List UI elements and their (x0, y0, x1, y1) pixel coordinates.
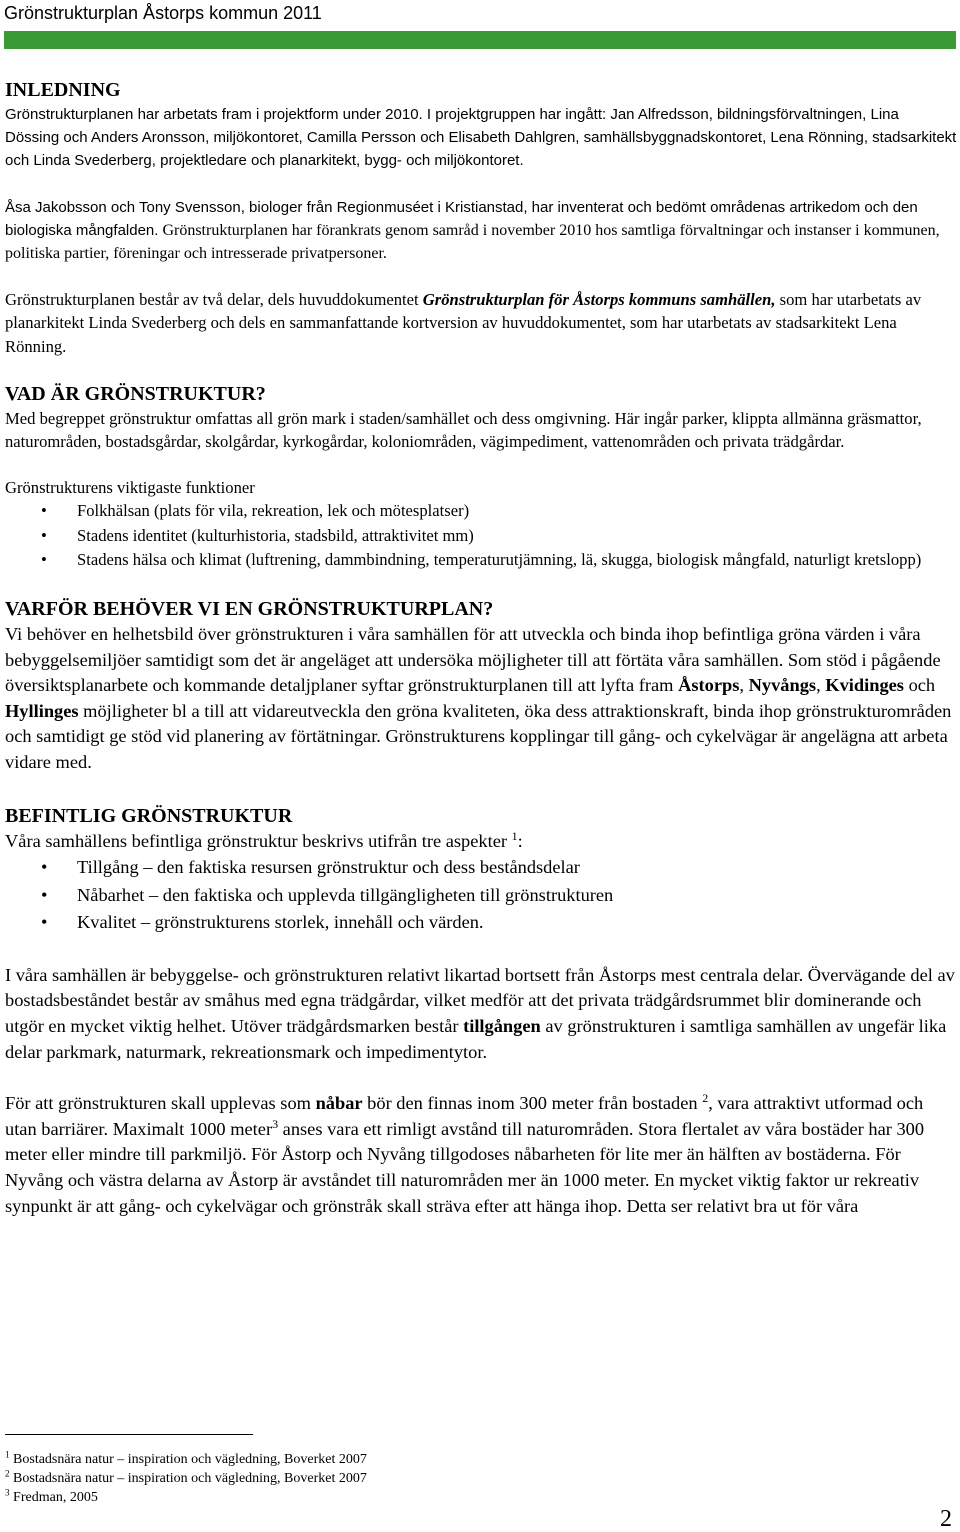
list-item (5, 548, 957, 573)
aspects-intro-text: Våra samhällens befintliga grönstruktur beskrivs utifrån tre aspekter (5, 830, 508, 851)
intro-paragraph-2-consultation: Grönstrukturplanen har förankrats genom samråd i november 2010 hos samtliga förvaltningar och instanser i kommunen, politiska partier, föreningar och intresserade privatpersoner. (5, 221, 940, 263)
existing-p1-start: I våra samhällen är bebyggelse- och grönstrukturen relativt likartad bortsett från Åstorps mest centrala delar. Övervägande del av bostadsbeståndet består av småhus med egna trädgårdar, vilket medför att det privata trädgårdsrummet blir dominerande och utgör en mycket viktig helhet. Utöver trädgårdsmarken består (5, 964, 955, 1037)
what-paragraph: Med begreppet grönstruktur omfattas all grön mark i staden/samhället och dess omgivning. Här ingår parker, klippta allmänna gräsmattor, naturområden, bostadsgårdar, skolgårdar, kyrkogårdar, koloniområden, vägimpediment, vattenområden och privata trädgårdar. (5, 408, 922, 452)
town-hyllinge: Hyllinges (5, 700, 79, 721)
existing-p2-c: , vara attraktivt utformad och utan barriärer. Maximalt 1000 meter (5, 1093, 924, 1139)
keyword-tillgangen: tillgången (463, 1016, 541, 1037)
aspect-text: Kvalitet – grönstrukturens storlek, innehåll och värden. (77, 912, 484, 933)
document-body (5, 78, 957, 1219)
functions-list (5, 499, 957, 573)
intro-paragraph-3 (5, 288, 957, 358)
bullet-icon: • (41, 884, 48, 905)
town-kvidinge: Kvidinges (825, 675, 904, 696)
why-text-start: Vi behöver en helhetsbild över grönstrukturen i våra samhällen för att utveckla och binda ihop befintliga gröna värden i våra bebyggelsemiljöer samtidigt som det är angeläget att undersöka möjligheter till att förtäta våra samhällen. Som stöd i pågående översiktsplanarbete och kommande detaljplaner syftar grönstrukturplanen till att lyfta fram (5, 623, 941, 696)
list-item (5, 909, 957, 937)
footnotes (5, 1450, 367, 1507)
intro-paragraph-3-end: som har utarbetats av planarkitekt Linda Svederberg och dels en sammanfattande kortversion av huvuddokumentet, som har utarbetats av stadsarkitekt Lena Rönning. (5, 290, 922, 356)
why-paragraph (5, 622, 957, 776)
footnote-ref-2: 2 (702, 1091, 709, 1106)
aspect-text: Tillgång – den faktiska resursen grönstruktur och dess beståndsdelar (77, 857, 580, 878)
bullet-icon: • (41, 857, 48, 878)
bullet-icon: • (41, 525, 47, 545)
footnote-3 (5, 1488, 367, 1507)
list-item (5, 882, 957, 910)
footnote-1 (5, 1450, 367, 1469)
intro-paragraph-2-biologists: Åsa Jakobsson och Tony Svensson, biologer från Regionmuséet i Kristianstad, har inventerat och bedömt områdenas artrikedom och den biologiska mångfalden. (5, 198, 918, 239)
keyword-nabar: nåbar (315, 1093, 363, 1114)
aspects-list (5, 854, 957, 937)
footnote-text: Fredman, 2005 (13, 1490, 98, 1505)
aspects-intro-colon: : (517, 830, 523, 851)
aspects-intro (5, 829, 957, 855)
footnote-number: 1 (5, 1449, 10, 1460)
bullet-icon: • (41, 912, 48, 933)
existing-p1-end: av grönstrukturen i samtliga samhällen av ungefär lika delar parkmark, naturmark, rekreationsmark och impedimentytor. (5, 1016, 947, 1062)
heading-inledning: INLEDNING (5, 79, 121, 101)
existing-paragraph-1 (5, 963, 957, 1065)
bullet-icon: • (41, 550, 47, 570)
functions-intro: Grönstrukturens viktigaste funktioner (5, 478, 255, 498)
header-green-bar (4, 31, 956, 49)
intro-paragraph-2 (5, 196, 957, 266)
existing-paragraph-2 (5, 1091, 957, 1219)
footnote-ref-3: 3 (272, 1116, 279, 1131)
running-header: Grönstrukturplan Åstorps kommun 2011 (4, 3, 322, 23)
existing-p2-a: För att grönstrukturen skall upplevas som (5, 1093, 316, 1114)
heading-befintlig-gronstruktur: BEFINTLIG GRÖNSTRUKTUR (5, 804, 293, 827)
intro-paragraph-3-start: Grönstrukturplanen består av två delar, dels huvuddokumentet (5, 290, 423, 310)
aspect-text: Nåbarhet – den faktiska och upplevda tillgängligheten till grönstrukturen (77, 884, 614, 905)
separator: , (739, 675, 749, 696)
heading-vad-ar-gronstruktur: VAD ÄR GRÖNSTRUKTUR? (5, 382, 266, 405)
town-nyvang: Nyvångs (748, 675, 817, 696)
footnote-number: 3 (5, 1487, 10, 1498)
existing-p2-b: bör den finnas inom 300 meter från bostaden (362, 1093, 698, 1114)
bullet-icon: • (41, 501, 47, 521)
separator: , (816, 675, 826, 696)
page-number: 2 (940, 1506, 952, 1532)
list-item (5, 524, 957, 549)
function-text: Folkhälsan (plats för vila, rekreation, lek och mötesplatser) (77, 501, 470, 521)
intro-paragraph-1: Grönstrukturplanen har arbetats fram i projektform under 2010. I projektgruppen har ingått: Jan Alfredsson, bildningsförvaltningen, Lina Dössing och Anders Aronsson, miljökontoret, Camilla Persson och Elisabeth Dahlgren, samhällsbyggnadskontoret, Lena Rönning, stadsarkitekt och Linda Svederberg, projektledare och planarkitekt, bygg- och miljökontoret. (5, 106, 957, 170)
function-text: Stadens hälsa och klimat (luftrening, dammbindning, temperaturutjämning, lä, skugga, biologisk mångfald, naturligt kretslopp) (77, 550, 922, 570)
footnote-separator (5, 1434, 253, 1435)
footnote-number: 2 (5, 1468, 10, 1479)
town-astorp: Åstorps (678, 675, 740, 696)
heading-varfor-behover-vi: VARFÖR BEHÖVER VI EN GRÖNSTRUKTURPLAN? (5, 597, 494, 620)
main-document-title: Grönstrukturplan för Åstorps kommuns samhällen, (422, 290, 776, 310)
footnote-text: Bostadsnära natur – inspiration och vägledning, Boverket 2007 (13, 1452, 367, 1467)
separator: och (903, 675, 936, 696)
list-item (5, 499, 957, 524)
existing-p2-d: anses vara ett rimligt avstånd till naturområden. Stora flertalet av våra bostäder har 300 meter eller mindre till parkmiljö. För Åstorp och Nyvång tillgodoses nåbarheten för lite mer än hälften av bostäderna. För Nyvång och västra delarna av Åstorp är avståndet till naturområden mer än 1000 meter. En mycket viktig faktor ur rekreativ synpunkt är att gång- och cykelvägar och grönstråk skall sträva efter att hänga ihop. Detta ser relativt bra ut för våra (5, 1118, 925, 1216)
function-text: Stadens identitet (kulturhistoria, stadsbild, attraktivitet mm) (77, 525, 474, 545)
list-item (5, 854, 957, 882)
why-text-end: möjligheter bl a till att vidareutveckla den gröna kvaliteten, öka dess attraktionskraft, binda ihop grönstrukturområden och samtidigt ge stöd vid planering av förtätningar. Grönstrukturens kopplingar till gång- och cykelvägar är angelägna att arbeta vidare med. (5, 700, 952, 772)
footnote-2 (5, 1469, 367, 1488)
footnote-text: Bostadsnära natur – inspiration och vägledning, Boverket 2007 (13, 1471, 367, 1486)
footnote-ref-1: 1 (511, 828, 518, 843)
